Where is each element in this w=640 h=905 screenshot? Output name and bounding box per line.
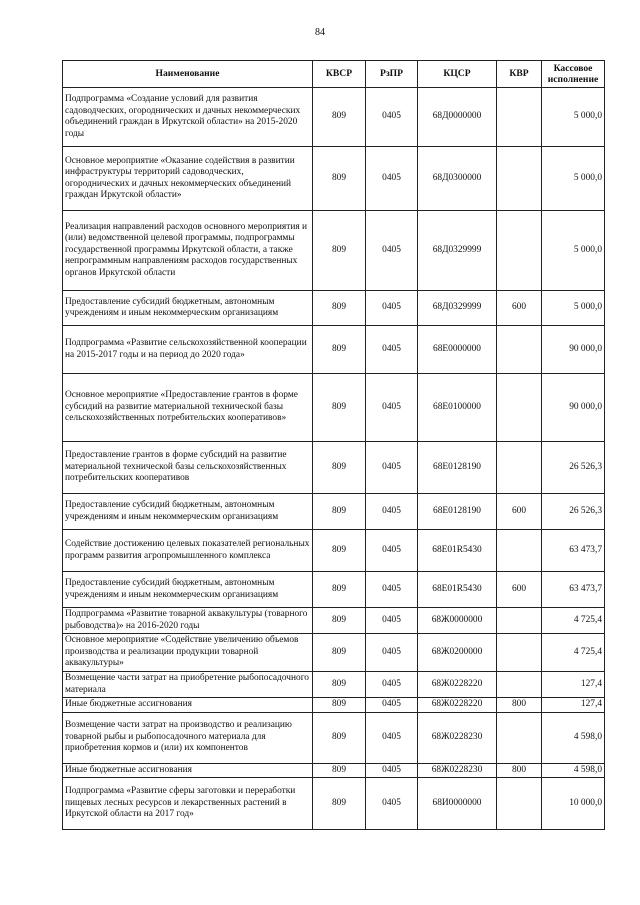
row-name: Возмещение части затрат на производство и реализацию товарной рыбы и рыбопосадочного материала для приобретения кормов и (или) их компонентов [63,712,313,763]
table-row [63,211,605,291]
row-kcsr: 68Ж0228230 [418,763,497,778]
row-rzpr: 0405 [366,763,418,778]
row-kcsr: 68Ж0228230 [418,712,497,763]
row-kvsr: 809 [313,763,366,778]
row-amount: 4 598,0 [542,763,605,778]
row-kvr: 600 [497,572,542,608]
row-kvr [497,778,542,830]
table-row [63,698,605,713]
row-name: Иные бюджетные ассигнования [63,698,313,713]
row-kcsr: 68Ж0200000 [418,634,497,672]
row-rzpr: 0405 [366,712,418,763]
row-amount: 90 000,0 [542,326,605,374]
table-row [63,88,605,147]
row-name: Подпрограмма «Развитие сферы заготовки и переработки пищевых лесных ресурсов и лекарственных растений в Иркутской области на 2017 год» [63,778,313,830]
row-amount: 4 725,4 [542,634,605,672]
row-kvsr: 809 [313,291,366,326]
row-amount: 63 473,7 [542,572,605,608]
row-kcsr: 68Д0329999 [418,211,497,291]
row-kvsr: 809 [313,698,366,713]
row-kvsr: 809 [313,147,366,211]
row-kvsr: 809 [313,374,366,442]
row-rzpr: 0405 [366,147,418,211]
row-name: Основное мероприятие «Содействие увеличению объемов производства и реализации продукции товарной аквакультуры» [63,634,313,672]
row-kcsr: 68Д0300000 [418,147,497,211]
row-kvr [497,88,542,147]
row-kcsr: 68Е0100000 [418,374,497,442]
row-kvr [497,374,542,442]
row-kvsr: 809 [313,672,366,698]
table-row [63,147,605,211]
table-row [63,778,605,830]
row-amount: 26 526,3 [542,494,605,530]
row-kvsr: 809 [313,442,366,494]
table-row [63,672,605,698]
table-header-row [63,61,605,88]
row-kcsr: 68Е0128190 [418,442,497,494]
row-name: Предоставление грантов в форме субсидий на развитие материальной технической базы сельскохозяйственных потребительских кооперативов [63,442,313,494]
row-kcsr: 68Е0128190 [418,494,497,530]
row-name: Подпрограмма «Развитие товарной аквакультуры (товарного рыбоводства)» на 2016-2020 годы [63,608,313,634]
row-rzpr: 0405 [366,88,418,147]
row-kvr [497,608,542,634]
row-kvr [497,147,542,211]
header-kvr: КВР [497,61,542,88]
table-row [63,634,605,672]
row-rzpr: 0405 [366,494,418,530]
row-kcsr: 68Ж0228220 [418,698,497,713]
row-kvr [497,712,542,763]
row-rzpr: 0405 [366,442,418,494]
row-rzpr: 0405 [366,572,418,608]
row-kvr [497,530,542,572]
row-name: Предоставление субсидий бюджетным, автономным учреждениям и иным некоммерческим организациям [63,494,313,530]
row-kvsr: 809 [313,326,366,374]
row-name: Основное мероприятие «Оказание содействия в развитии инфраструктуры территорий садоводческих, огороднических и дачных некоммерческих объединений граждан Иркутской области» [63,147,313,211]
row-amount: 26 526,3 [542,442,605,494]
table-row [63,572,605,608]
row-amount: 127,4 [542,672,605,698]
row-kvsr: 809 [313,634,366,672]
header-kcsr: КЦСР [418,61,497,88]
row-name: Подпрограмма «Создание условий для развития садоводческих, огороднических и дачных некоммерческих объединений граждан в Иркутской области» на 2015-2020 годы [63,88,313,147]
header-kassa: Кассовое исполнение [542,61,605,88]
header-name: Наименование [63,61,313,88]
row-rzpr: 0405 [366,608,418,634]
row-kcsr: 68И0000000 [418,778,497,830]
row-rzpr: 0405 [366,211,418,291]
row-name: Возмещение части затрат на приобретение рыбопосадочного материала [63,672,313,698]
row-amount: 63 473,7 [542,530,605,572]
row-kvsr: 809 [313,211,366,291]
row-kvr [497,442,542,494]
header-rzpr: РзПР [366,61,418,88]
table-row [63,442,605,494]
row-rzpr: 0405 [366,374,418,442]
row-amount: 10 000,0 [542,778,605,830]
row-kcsr: 68Е01R5430 [418,572,497,608]
row-kvsr: 809 [313,608,366,634]
budget-table [62,60,605,830]
row-kcsr: 68Д0329999 [418,291,497,326]
row-amount: 5 000,0 [542,291,605,326]
row-kvr [497,672,542,698]
row-rzpr: 0405 [366,530,418,572]
table-row [63,374,605,442]
row-kcsr: 68Е0000000 [418,326,497,374]
row-rzpr: 0405 [366,326,418,374]
row-amount: 4 725,4 [542,608,605,634]
row-kvr: 600 [497,291,542,326]
row-name: Основное мероприятие «Предоставление грантов в форме субсидий на развитие материальной технической базы сельскохозяйственных потребительских кооперативов» [63,374,313,442]
row-rzpr: 0405 [366,698,418,713]
row-amount: 127,4 [542,698,605,713]
row-name: Иные бюджетные ассигнования [63,763,313,778]
row-kvsr: 809 [313,778,366,830]
row-amount: 5 000,0 [542,211,605,291]
row-kcsr: 68Ж0000000 [418,608,497,634]
table-row [63,530,605,572]
row-kcsr: 68Е01R5430 [418,530,497,572]
table-row [63,291,605,326]
row-kvsr: 809 [313,88,366,147]
row-kvsr: 809 [313,530,366,572]
table-row [63,763,605,778]
row-kvr: 800 [497,698,542,713]
row-amount: 5 000,0 [542,88,605,147]
row-kvr: 800 [497,763,542,778]
row-kvr [497,634,542,672]
header-kvsr: КВСР [313,61,366,88]
row-rzpr: 0405 [366,634,418,672]
row-kvsr: 809 [313,494,366,530]
row-kvsr: 809 [313,712,366,763]
table-row [63,712,605,763]
row-amount: 90 000,0 [542,374,605,442]
row-kvr: 600 [497,494,542,530]
row-kvr [497,211,542,291]
row-kvsr: 809 [313,572,366,608]
row-name: Предоставление субсидий бюджетным, автономным учреждениям и иным некоммерческим организациям [63,572,313,608]
row-name: Реализация направлений расходов основного мероприятия и (или) ведомственной целевой программы, подпрограммы государственной программы Иркутской области, а также непрограммным направлениям расходов государственных органов Иркутской области [63,211,313,291]
row-kvr [497,326,542,374]
table-row [63,326,605,374]
row-amount: 4 598,0 [542,712,605,763]
row-rzpr: 0405 [366,778,418,830]
row-name: Подпрограмма «Развитие сельскохозяйственной кооперации на 2015-2017 годы и на период до 2020 года» [63,326,313,374]
row-amount: 5 000,0 [542,147,605,211]
row-rzpr: 0405 [366,672,418,698]
row-name: Содействие достижению целевых показателей региональных программ развития агропромышленного комплекса [63,530,313,572]
row-name: Предоставление субсидий бюджетным, автономным учреждениям и иным некоммерческим организациям [63,291,313,326]
row-kcsr: 68Д0000000 [418,88,497,147]
table-row [63,608,605,634]
row-kcsr: 68Ж0228220 [418,672,497,698]
table-row [63,494,605,530]
row-rzpr: 0405 [366,291,418,326]
page-number: 84 [315,27,325,38]
